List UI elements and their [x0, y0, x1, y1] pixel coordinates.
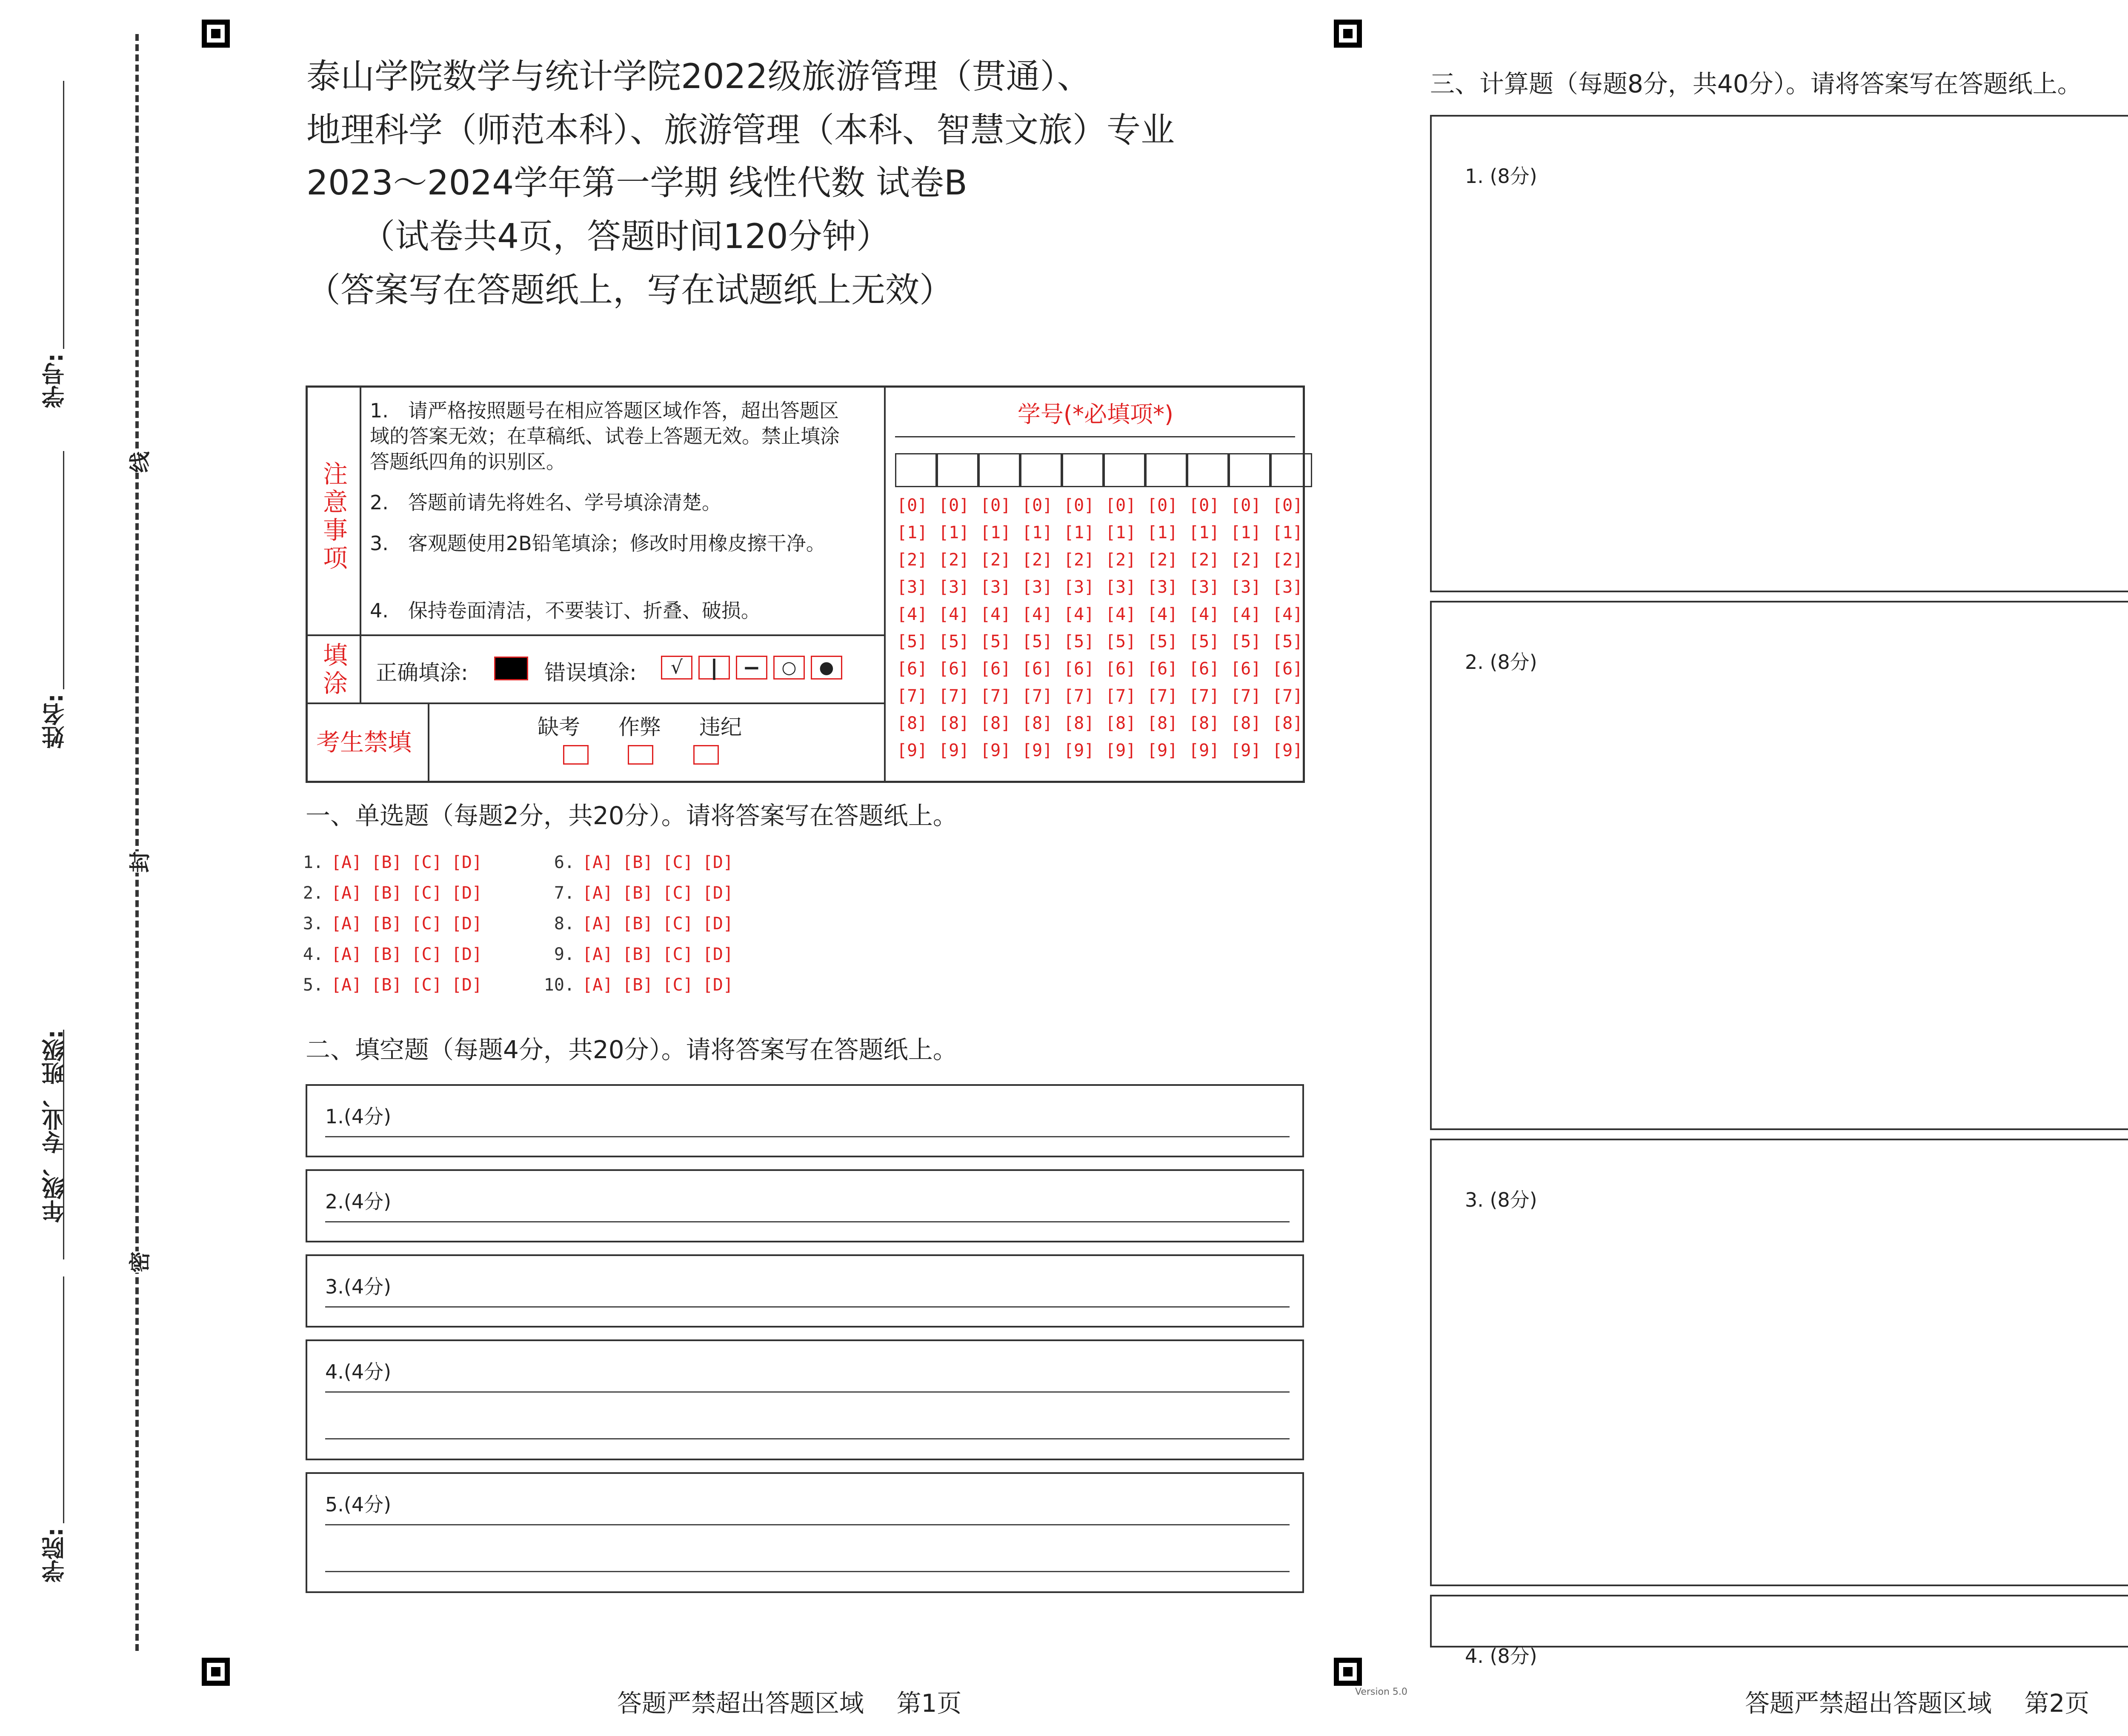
forbid-box-violation[interactable]	[693, 745, 719, 765]
calc-item-label: 1. (8分)	[1465, 165, 1537, 188]
grade-major-class-label: 年级、专业、班级:	[41, 1030, 68, 1223]
recognition-marker-bottom-left	[202, 1658, 230, 1686]
student-id-bubble[interactable]: [0]	[1064, 496, 1095, 515]
student-id-bubble[interactable]: [4]	[1022, 605, 1053, 624]
choice-bubble[interactable]: [D]	[702, 975, 733, 995]
grade-major-class-write-line[interactable]	[63, 1030, 64, 1259]
fill-item-label: 2.(4分)	[325, 1190, 392, 1213]
choice-bubble[interactable]: [D]	[451, 883, 482, 903]
student-id-bubble[interactable]: [2]	[897, 550, 928, 570]
student-id-bubble[interactable]: [8]	[1189, 714, 1220, 733]
choice-bubble[interactable]: [D]	[451, 853, 482, 872]
version-label: Version 5.0	[1355, 1687, 1407, 1697]
student-id-bubble[interactable]: [7]	[1272, 686, 1303, 706]
student-id-bubble[interactable]: [2]	[1230, 550, 1261, 570]
choice-bubble[interactable]: [D]	[451, 975, 482, 995]
choice-bubble[interactable]: [D]	[702, 914, 733, 934]
student-id-bubble[interactable]: [8]	[1064, 714, 1095, 733]
choice-number: 1.	[303, 853, 323, 872]
student-id-bubble[interactable]: [9]	[1230, 741, 1261, 760]
choice-number: 8.	[554, 914, 575, 934]
choice-bubble[interactable]: [A]	[331, 883, 362, 903]
notice-item-4: 4. 保持卷面清洁，不要装订、折叠、破损。	[370, 599, 761, 622]
name-write-line[interactable]	[63, 451, 64, 689]
choice-bubble[interactable]: [D]	[702, 945, 733, 964]
seal-dashed-line	[135, 34, 139, 1651]
wrong-fill-sample-bar: |	[698, 656, 730, 680]
student-id-bubble[interactable]: [9]	[1022, 741, 1053, 760]
student-id-bubble[interactable]: [9]	[1147, 741, 1178, 760]
choice-bubble[interactable]: [B]	[622, 914, 653, 934]
choice-bubble[interactable]: [B]	[371, 853, 402, 872]
choice-bubble[interactable]: [A]	[582, 914, 613, 934]
student-id-bubble[interactable]: [8]	[1105, 714, 1136, 733]
recognition-marker-top-left	[202, 20, 230, 48]
student-id-bubble[interactable]: [2]	[938, 550, 970, 570]
choice-bubble[interactable]: [B]	[622, 853, 653, 872]
student-id-bubble[interactable]: [5]	[1230, 632, 1261, 651]
choice-bubble[interactable]: [C]	[662, 914, 693, 934]
student-id-bubble[interactable]: [5]	[1272, 632, 1303, 651]
choice-bubble[interactable]: [A]	[582, 975, 613, 995]
student-id-bubble[interactable]: [7]	[1064, 686, 1095, 706]
choice-bubble[interactable]: [C]	[411, 914, 442, 934]
choice-bubble[interactable]: [A]	[331, 914, 362, 934]
choice-bubble[interactable]: [B]	[371, 975, 402, 995]
calc-item-label: 2. (8分)	[1465, 651, 1537, 674]
student-id-bubble[interactable]: [2]	[980, 550, 1011, 570]
student-id-bubble[interactable]: [9]	[1064, 741, 1095, 760]
student-id-bubble[interactable]: [5]	[938, 632, 970, 651]
student-id-bubble[interactable]: [1]	[1272, 523, 1303, 542]
choice-bubble[interactable]: [C]	[662, 945, 693, 964]
forbid-box-absent[interactable]	[563, 745, 589, 765]
student-id-bubble[interactable]: [8]	[938, 714, 970, 733]
student-id-bubble[interactable]: [3]	[1147, 577, 1178, 597]
recognition-marker-bottom-middle	[1334, 1658, 1362, 1686]
choice-row	[289, 975, 492, 995]
student-id-bubble[interactable]: [0]	[897, 496, 928, 515]
footer-page1: 答题严禁超出答题区域 第1页	[617, 1689, 962, 1718]
choice-bubble[interactable]: [A]	[331, 975, 362, 995]
student-id-bubble[interactable]: [9]	[1189, 741, 1220, 760]
school-label: 学院:	[41, 1528, 68, 1583]
student-id-bubble[interactable]: [7]	[1230, 686, 1261, 706]
choice-bubble[interactable]: [C]	[662, 883, 693, 903]
fill-answer-box-5[interactable]	[306, 1472, 1304, 1593]
forbid-box-cheat[interactable]	[628, 745, 653, 765]
choice-row	[289, 883, 492, 903]
calc-answer-box-1[interactable]	[1430, 115, 2128, 592]
choice-row	[289, 914, 492, 934]
calc-answer-box-2[interactable]	[1430, 601, 2128, 1130]
choice-bubble[interactable]: [B]	[622, 945, 653, 964]
choice-row	[541, 883, 743, 903]
choice-number: 3.	[303, 914, 323, 934]
student-id-bubble[interactable]: [6]	[1022, 659, 1053, 679]
student-id-bubble[interactable]: [4]	[980, 605, 1011, 624]
student-id-bubble[interactable]: [5]	[980, 632, 1011, 651]
student-id-bubble[interactable]: [8]	[1272, 714, 1303, 733]
student-id-bubble[interactable]: [0]	[1147, 496, 1178, 515]
student-id-bubble[interactable]: [9]	[1105, 741, 1136, 760]
wrong-fill-sample-check: √	[661, 656, 692, 680]
student-id-bubble[interactable]: [4]	[1272, 605, 1303, 624]
student-id-bubble[interactable]: [0]	[1230, 496, 1261, 515]
student-id-box[interactable]	[1020, 453, 1062, 487]
choice-bubble[interactable]: [C]	[662, 975, 693, 995]
student-id-bubble[interactable]: [9]	[938, 741, 970, 760]
student-id-bubble[interactable]: [4]	[1230, 605, 1261, 624]
student-id-bubble[interactable]: [8]	[1022, 714, 1053, 733]
student-id-bubble[interactable]: [3]	[1272, 577, 1303, 597]
student-id-bubble[interactable]: [6]	[1189, 659, 1220, 679]
student-id-bubble[interactable]: [7]	[1189, 686, 1220, 706]
student-id-bubble[interactable]: [8]	[980, 714, 1011, 733]
student-id-bubble[interactable]: [2]	[1272, 550, 1303, 570]
footer-page2: 答题严禁超出答题区域 第2页	[1745, 1689, 2090, 1718]
student-id-bubble[interactable]: [5]	[1064, 632, 1095, 651]
student-id-box[interactable]	[1104, 453, 1145, 487]
student-id-bubble[interactable]: [7]	[1147, 686, 1178, 706]
exam-title-line3: 2023～2024学年第一学期 线性代数 试卷B	[306, 163, 967, 203]
choice-bubble[interactable]: [C]	[411, 975, 442, 995]
notice-item-1: 1. 请严格按照题号在相应答题区域作答，超出答题区域的答案无效；在草稿纸、试卷上答题无效。禁止填涂答题纸四角的识别区。	[370, 399, 840, 473]
student-id-bubble[interactable]: [0]	[980, 496, 1011, 515]
choice-bubble[interactable]: [A]	[331, 853, 362, 872]
student-id-bubble[interactable]: [9]	[897, 741, 928, 760]
fill-answer-box-2[interactable]	[306, 1169, 1304, 1242]
student-id-bubble[interactable]: [3]	[1022, 577, 1053, 597]
student-id-bubble[interactable]: [3]	[938, 577, 970, 597]
student-id-bubble[interactable]: [4]	[1064, 605, 1095, 624]
choice-bubble[interactable]: [B]	[371, 883, 402, 903]
choice-bubble[interactable]: [D]	[451, 914, 482, 934]
fill-item-label: 4.(4分)	[325, 1360, 392, 1383]
forbid-option-cheat: 作弊	[618, 715, 661, 740]
student-id-box[interactable]	[1229, 453, 1270, 487]
student-id-bubble[interactable]: [8]	[897, 714, 928, 733]
student-id-bubble[interactable]: [2]	[1064, 550, 1095, 570]
student-id-bubble[interactable]: [8]	[1147, 714, 1178, 733]
student-id-bubble[interactable]: [4]	[1105, 605, 1136, 624]
choice-row	[289, 945, 492, 964]
student-id-bubble[interactable]: [5]	[1105, 632, 1136, 651]
forbid-option-absent: 缺考	[538, 715, 580, 740]
student-id-bubble[interactable]: [1]	[1230, 523, 1261, 542]
student-id-bubble[interactable]: [7]	[1022, 686, 1053, 706]
choice-row	[289, 853, 492, 872]
student-id-bubble[interactable]: [9]	[980, 741, 1011, 760]
student-id-box[interactable]	[1062, 453, 1104, 487]
student-id-bubble[interactable]: [3]	[1230, 577, 1261, 597]
choice-bubble[interactable]: [A]	[582, 853, 613, 872]
seal-char-feng: 封	[123, 851, 154, 873]
fill-item-label: 1.(4分)	[325, 1105, 392, 1128]
exam-title-line4: （试卷共4页，答题时间120分钟）	[361, 217, 890, 256]
fill-answer-box-1[interactable]	[306, 1084, 1304, 1157]
choice-number: 10.	[543, 975, 575, 995]
section2-title: 二、填空题（每题4分，共20分）。请将答案写在答题纸上。	[306, 1035, 958, 1064]
student-id-bubble[interactable]: [2]	[1022, 550, 1053, 570]
student-id-bubble[interactable]: [5]	[1189, 632, 1220, 651]
fill-answer-box-4[interactable]	[306, 1339, 1304, 1460]
student-id-bubble[interactable]: [4]	[897, 605, 928, 624]
student-id-bubble[interactable]: [8]	[1230, 714, 1261, 733]
choice-number: 6.	[554, 853, 575, 872]
choice-number: 5.	[303, 975, 323, 995]
choice-bubble[interactable]: [B]	[371, 914, 402, 934]
choice-bubble[interactable]: [D]	[702, 883, 733, 903]
student-id-bubble[interactable]: [0]	[1189, 496, 1220, 515]
student-id-bubble[interactable]: [1]	[1105, 523, 1136, 542]
wrong-fill-sample-circle: ○	[773, 656, 805, 680]
choice-bubble[interactable]: [C]	[411, 883, 442, 903]
wrong-fill-sample-dot: ●	[811, 656, 842, 680]
forbid-option-violation: 违纪	[699, 715, 742, 740]
student-id-bubble[interactable]: [4]	[1189, 605, 1220, 624]
seal-char-xian: 线	[123, 451, 154, 473]
student-id-write-line[interactable]	[63, 81, 64, 349]
calc-item-label: 4. (8分)	[1465, 1645, 1537, 1667]
choice-bubble[interactable]: [A]	[331, 945, 362, 964]
student-id-bubble[interactable]: [3]	[1064, 577, 1095, 597]
student-id-bubble[interactable]: [4]	[1147, 605, 1178, 624]
student-id-bubble[interactable]: [1]	[1022, 523, 1053, 542]
student-id-bubble[interactable]: [5]	[897, 632, 928, 651]
notice-item-2: 2. 答题前请先将姓名、学号填涂清楚。	[370, 491, 721, 514]
choice-bubble[interactable]: [A]	[582, 883, 613, 903]
student-id-bubble[interactable]: [6]	[1105, 659, 1136, 679]
choice-bubble[interactable]: [A]	[582, 945, 613, 964]
calc-answer-box-3[interactable]	[1430, 1139, 2128, 1586]
student-id-bubble[interactable]: [5]	[1022, 632, 1053, 651]
student-id-bubble[interactable]: [3]	[1105, 577, 1136, 597]
student-id-bubble[interactable]: [1]	[897, 523, 928, 542]
choice-bubble[interactable]: [D]	[451, 945, 482, 964]
info-table	[306, 385, 1305, 783]
student-id-bubble[interactable]: [1]	[980, 523, 1011, 542]
choice-bubble[interactable]: [B]	[622, 975, 653, 995]
choice-bubble[interactable]: [C]	[411, 853, 442, 872]
choice-bubble[interactable]: [D]	[702, 853, 733, 872]
student-id-bubble[interactable]: [0]	[1272, 496, 1303, 515]
student-id-bubble[interactable]: [5]	[1147, 632, 1178, 651]
student-id-bubble[interactable]: [0]	[938, 496, 970, 515]
student-id-heading: 学号(*必填项*)	[1017, 401, 1174, 428]
correct-fill-label: 正确填涂:	[376, 660, 468, 685]
exam-title-line2: 地理科学（师范本科）、旅游管理（本科、智慧文旅）专业	[306, 110, 1175, 150]
student-id-bubble[interactable]: [1]	[938, 523, 970, 542]
wrong-fill-sample-dash: −	[736, 656, 767, 680]
student-id-label: 学号:	[41, 353, 68, 408]
choice-row	[541, 914, 743, 934]
section1-title: 一、单选题（每题2分，共20分）。请将答案写在答题纸上。	[306, 801, 958, 830]
name-label: 姓名:	[41, 694, 68, 749]
seal-char-mi: 密	[123, 1251, 154, 1273]
student-id-bubble[interactable]: [6]	[980, 659, 1011, 679]
student-id-box[interactable]	[1145, 453, 1187, 487]
choice-bubble[interactable]: [B]	[622, 883, 653, 903]
choice-row	[541, 945, 743, 964]
recognition-marker-top-middle	[1334, 20, 1362, 48]
student-id-bubble[interactable]: [6]	[1272, 659, 1303, 679]
student-id-bubble[interactable]: [3]	[897, 577, 928, 597]
choice-bubble[interactable]: [C]	[662, 853, 693, 872]
notice-heading: 注意事项	[323, 460, 348, 573]
student-id-bubble[interactable]: [0]	[1022, 496, 1053, 515]
fill-item-label: 5.(4分)	[325, 1493, 392, 1516]
student-id-bubble[interactable]: [3]	[980, 577, 1011, 597]
forbid-heading: 考生禁填	[316, 729, 412, 757]
fill-answer-box-3[interactable]	[306, 1254, 1304, 1328]
student-id-bubble[interactable]: [7]	[897, 686, 928, 706]
exam-title-line5: （答案写在答题纸上，写在试题纸上无效）	[306, 270, 953, 310]
wrong-fill-label: 错误填涂:	[544, 660, 637, 685]
student-id-bubble[interactable]: [3]	[1189, 577, 1220, 597]
student-id-bubble[interactable]: [0]	[1105, 496, 1136, 515]
student-id-box[interactable]	[895, 453, 937, 487]
student-id-bubble[interactable]: [2]	[1189, 550, 1220, 570]
student-id-bubble[interactable]: [6]	[938, 659, 970, 679]
student-id-bubble[interactable]: [6]	[1064, 659, 1095, 679]
notice-item-3: 3. 客观题使用2B铅笔填涂；修改时用橡皮擦干净。	[370, 532, 826, 555]
calc-answer-box-4[interactable]	[1430, 1595, 2128, 1667]
exam-title-line1: 泰山学院数学与统计学院2022级旅游管理（贯通）、	[306, 57, 1091, 96]
choice-number: 2.	[303, 883, 323, 903]
fill-item-label: 3.(4分)	[325, 1275, 392, 1298]
choice-row	[541, 975, 743, 995]
calc-item-label: 3. (8分)	[1465, 1188, 1537, 1211]
student-id-box[interactable]	[978, 453, 1020, 487]
student-id-bubble[interactable]: [4]	[938, 605, 970, 624]
choice-row	[541, 853, 743, 872]
student-id-bubble[interactable]: [1]	[1147, 523, 1178, 542]
student-id-bubble[interactable]: [6]	[1147, 659, 1178, 679]
student-id-box[interactable]	[1187, 453, 1229, 487]
fill-heading: 填涂	[323, 641, 348, 698]
student-id-bubble[interactable]: [6]	[897, 659, 928, 679]
section3-title: 三、计算题（每题8分，共40分）。请将答案写在答题纸上。	[1430, 69, 2082, 98]
student-id-bubble[interactable]: [1]	[1064, 523, 1095, 542]
choice-number: 7.	[554, 883, 575, 903]
choice-bubble[interactable]: [B]	[371, 945, 402, 964]
student-id-box[interactable]	[1270, 453, 1312, 487]
student-id-bubble[interactable]: [1]	[1189, 523, 1220, 542]
choice-number: 4.	[303, 945, 323, 964]
school-write-line[interactable]	[63, 1276, 64, 1523]
choice-number: 9.	[554, 945, 575, 964]
student-id-bubble[interactable]: [2]	[1105, 550, 1136, 570]
student-id-bubble[interactable]: [2]	[1147, 550, 1178, 570]
student-id-bubble[interactable]: [7]	[938, 686, 970, 706]
student-id-box[interactable]	[937, 453, 978, 487]
student-id-bubble[interactable]: [7]	[980, 686, 1011, 706]
student-id-bubble[interactable]: [7]	[1105, 686, 1136, 706]
correct-fill-sample	[494, 657, 528, 680]
student-id-bubble[interactable]: [6]	[1230, 659, 1261, 679]
student-id-bubble[interactable]: [9]	[1272, 741, 1303, 760]
choice-bubble[interactable]: [C]	[411, 945, 442, 964]
